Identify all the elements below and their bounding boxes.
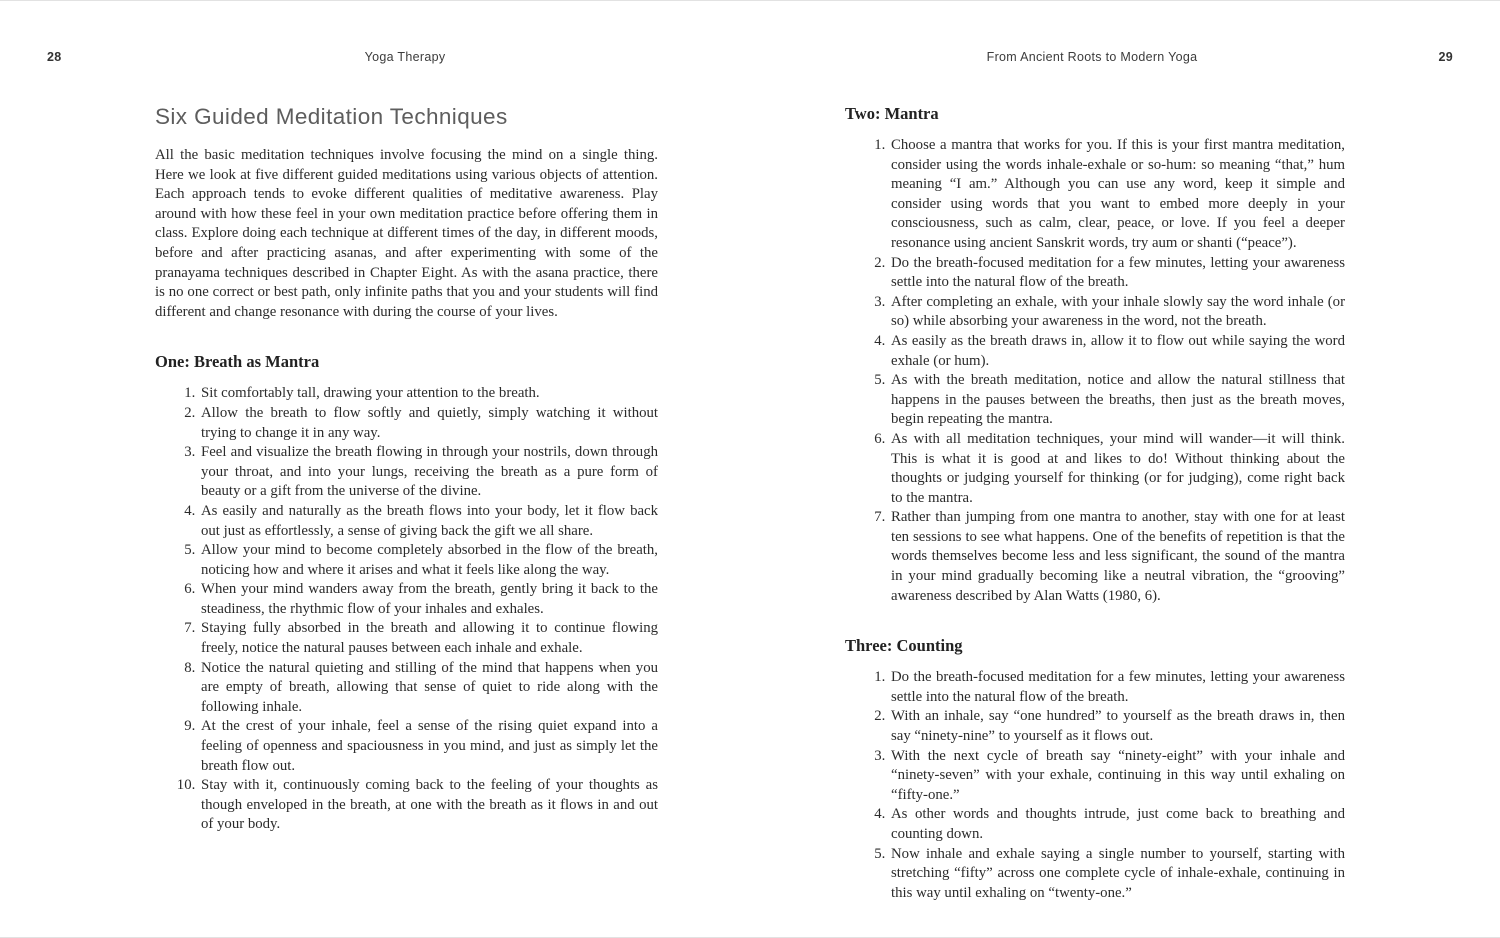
list-item: 6. As with all meditation techniques, your mind will wander—it will think. This is what it is good at and likes to do! Without thinking about the thoughts or judging yourself for thinking (or for judging), come right back to the mantra. — [889, 430, 1345, 508]
list-item: 4. As other words and thoughts intrude, just come back to breathing and counting down. — [889, 805, 1345, 844]
page-number-right: 29 — [1438, 50, 1453, 64]
list-item: 4. As easily and naturally as the breath flows into your body, let it flow back out just as effortlessly, a sense of giving back the gift we all share. — [199, 502, 658, 541]
list-item: 2. Do the breath-focused meditation for a few minutes, letting your awareness settle into the natural flow of the breath. — [889, 254, 1345, 293]
list-item: 2. With an inhale, say “one hundred” to yourself as the breath draws in, then say “ninety-nine” to yourself as it flows out. — [889, 707, 1345, 746]
running-header-right: From Ancient Roots to Modern Yoga — [986, 50, 1198, 64]
list-item: 9. At the crest of your inhale, feel a sense of the rising quiet expand into a feeling of openness and spaciousness in you mind, and just as simply let the breath flow out. — [199, 717, 658, 776]
list-item: 5. Now inhale and exhale saying a single number to yourself, starting with stretching “fifty” across one complete cycle of inhale-exhale, continuing in this way until exhaling on “twenty-one.” — [889, 845, 1345, 904]
list-item: 3. With the next cycle of breath say “ninety-eight” with your inhale and “ninety-seven” with your exhale, continuing in this way until exhaling on “fifty-one.” — [889, 747, 1345, 806]
list-item: 8. Notice the natural quieting and stilling of the mind that happens when you are empty of breath, allowing that sense of quiet to ride along with the following inhale. — [199, 659, 658, 718]
right-page-column — [845, 104, 1345, 903]
list-item: 7. Rather than jumping from one mantra to another, stay with one for at least ten sessions to see what happens. One of the benefits of repetition is that the words themselves become less and less significant, the sound of the mantra in your mind gradually becoming like a neutral vibration, the “grooving” awareness described by Alan Watts (1980, 6). — [889, 508, 1345, 606]
section-heading-breath-as-mantra: One: Breath as Mantra — [155, 352, 320, 372]
list-item: 2. Allow the breath to flow softly and quietly, simply watching it without trying to change it in any way. — [199, 404, 658, 443]
section-counting — [845, 636, 1345, 903]
list-item: 6. When your mind wanders away from the breath, gently bring it back to the steadiness, the rhythmic flow of your inhales and exhales. — [199, 580, 658, 619]
list-item: 1. Sit comfortably tall, drawing your attention to the breath. — [199, 384, 658, 404]
list-item: 10. Stay with it, continuously coming back to the feeling of your thoughts as though enveloped in the breath, at one with the breath as it flows in and out of your body. — [199, 776, 658, 835]
list-item: 5. Allow your mind to become completely absorbed in the flow of the breath, noticing how and where it arises and what it feels like along the way. — [199, 541, 658, 580]
intro-paragraph: All the basic meditation techniques involve focusing the mind on a single thing. Here we look at five different guided meditations using various objects of attention. Each approach tends to evoke different qualities of meditative awareness. Play around with how these feel in your own meditation practice before offering them in class. Explore doing each technique at different times of the day, in different moods, before and after practicing asanas, and after experimenting with some of the pranayama techniques described in Chapter Eight. As with the asana practice, there is no one correct or best path, only infinite paths that you and your students will find different and change resonance with during the course of your lives. — [155, 147, 658, 320]
section-mantra — [845, 104, 1345, 606]
breath-as-mantra-steps — [155, 384, 658, 835]
list-item: 5. As with the breath meditation, notice and allow the natural stillness that happens in the pauses between the breaths, then just as the breath moves, begin repeating the mantra. — [889, 371, 1345, 430]
list-item: 1. Do the breath-focused meditation for a few minutes, letting your awareness settle into the natural flow of the breath. — [889, 668, 1345, 707]
list-item: 4. As easily as the breath draws in, allow it to flow out while saying the word exhale (or hum). — [889, 332, 1345, 371]
list-item: 3. Feel and visualize the breath flowing in through your nostrils, down through your throat, and into your lungs, receiving the breath as a pure form of beauty or a gift from the universe of the divine. — [199, 443, 658, 502]
page-top-edge — [0, 0, 1500, 1]
list-item: 7. Staying fully absorbed in the breath and allowing it to continue flowing freely, notice the natural pauses between each inhale and exhale. — [199, 619, 658, 658]
counting-steps — [845, 668, 1345, 903]
page-number-left: 28 — [47, 50, 62, 64]
mantra-steps — [845, 136, 1345, 606]
list-item: 3. After completing an exhale, with your inhale slowly say the word inhale (or so) while absorbing your awareness in the word, not the breath. — [889, 293, 1345, 332]
section-heading-counting: Three: Counting — [845, 636, 963, 656]
list-item: 1. Choose a mantra that works for you. If this is your first mantra meditation, consider using the words inhale-exhale or so-hum: so meaning “that,” hum meaning “I am.” Although you can use any word, keep it simple and consider using words that you want to embed more deeply in your consciousness, such as calm, clear, peace, or love. If you feel a deeper resonance using ancient Sanskrit words, try aum or shanti (“peace”). — [889, 136, 1345, 254]
left-page-column — [155, 104, 658, 835]
running-header-left: Yoga Therapy — [364, 50, 446, 64]
section-heading-mantra: Two: Mantra — [845, 104, 939, 123]
chapter-section-title: Six Guided Meditation Techniques — [155, 104, 508, 129]
